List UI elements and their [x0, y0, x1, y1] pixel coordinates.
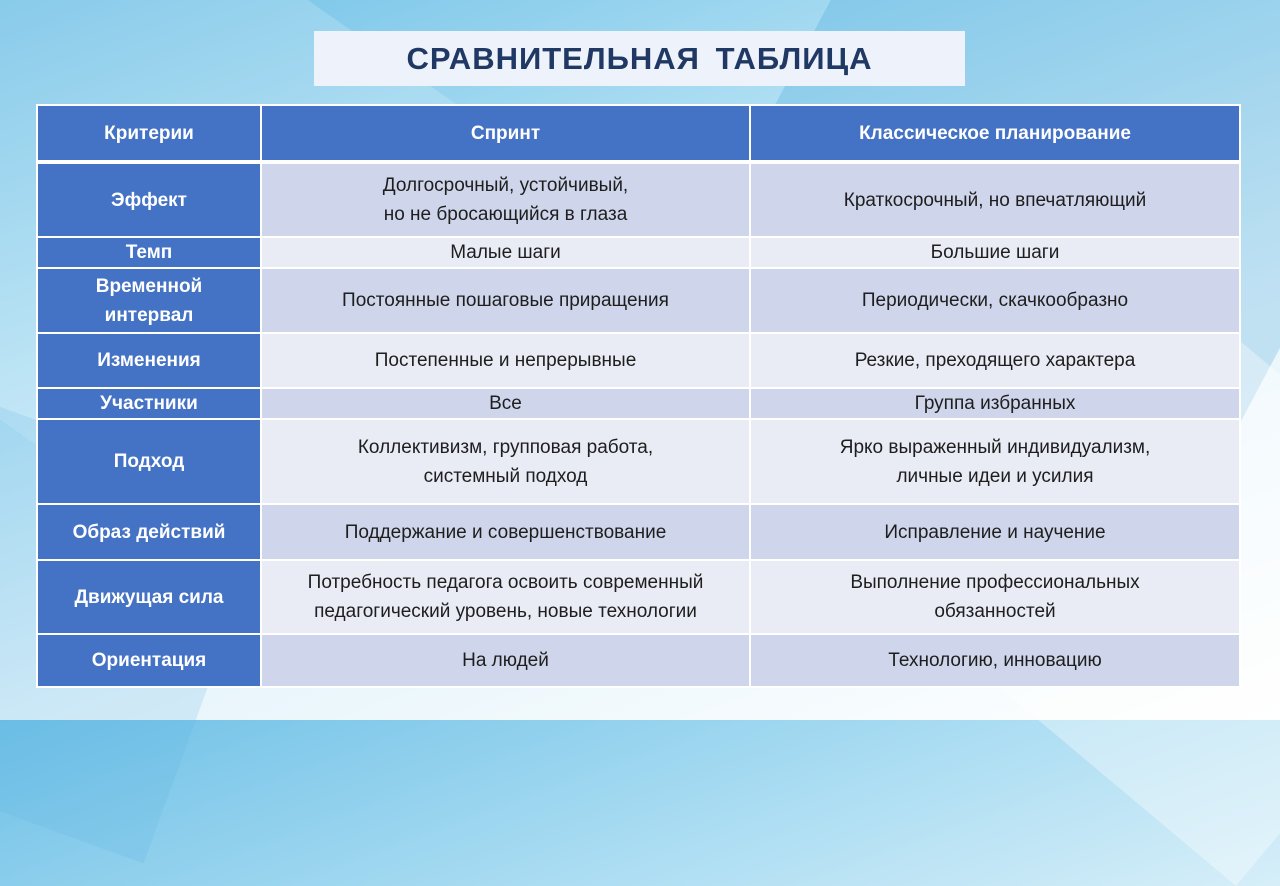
- column-header-criteria: Критерии: [37, 105, 261, 162]
- sprint-value: Все: [489, 393, 522, 414]
- criterion-cell: [37, 333, 261, 388]
- sprint-value: Постепенные и непрерывные: [374, 350, 637, 371]
- table-row: [37, 419, 1240, 504]
- classic-cell: [750, 560, 1240, 634]
- criterion-cell: [37, 419, 261, 504]
- sprint-cell: [261, 268, 750, 333]
- classic-value: Технологию, инновацию: [888, 650, 1102, 671]
- table-row: [37, 634, 1240, 687]
- criterion-cell: [37, 237, 261, 268]
- criterion-label: Подход: [113, 451, 185, 472]
- sprint-cell: [261, 504, 750, 560]
- criterion-label: Образ действий: [72, 521, 226, 543]
- criterion-label: Участники: [100, 393, 198, 414]
- classic-cell: [750, 237, 1240, 268]
- criterion-label: Движущая сила: [74, 586, 224, 608]
- criterion-cell: [37, 560, 261, 634]
- sprint-value: На людей: [462, 650, 549, 671]
- classic-cell: [750, 268, 1240, 333]
- classic-value: Ярко выраженный индивидуализм, личные идеи и усилия: [839, 436, 1151, 487]
- classic-value: Резкие, преходящего характера: [854, 350, 1136, 371]
- classic-value: Периодически, скачкообразно: [861, 290, 1129, 311]
- comparison-table: [36, 104, 1241, 688]
- classic-value: Группа избранных: [914, 393, 1076, 414]
- criterion-label: Изменения: [97, 350, 201, 371]
- classic-cell: [750, 634, 1240, 687]
- table-row: [37, 560, 1240, 634]
- classic-value: Выполнение профессиональных обязанностей: [850, 572, 1140, 622]
- classic-cell: [750, 388, 1240, 419]
- sprint-value: Потребность педагога освоить современный педагогический уровень, новые технологии: [307, 572, 704, 622]
- criterion-label: Временной интервал: [95, 275, 203, 326]
- table-row: [37, 268, 1240, 333]
- table-row: [37, 237, 1240, 268]
- criterion-cell: [37, 634, 261, 687]
- sprint-value: Долгосрочный, устойчивый, но не бросающийся в глаза: [382, 175, 629, 225]
- classic-value: Большие шаги: [930, 242, 1060, 263]
- criterion-cell: [37, 268, 261, 333]
- sprint-cell: [261, 162, 750, 237]
- sprint-cell: [261, 419, 750, 504]
- criterion-cell: [37, 504, 261, 560]
- classic-cell: [750, 504, 1240, 560]
- table-row: [37, 504, 1240, 560]
- sprint-cell: [261, 388, 750, 419]
- sprint-value: Малые шаги: [450, 242, 561, 263]
- classic-value: Краткосрочный, но впечатляющий: [843, 189, 1147, 211]
- criterion-label: Ориентация: [91, 650, 207, 671]
- sprint-value: Постоянные пошаговые приращения: [342, 290, 669, 311]
- criterion-cell: [37, 388, 261, 419]
- sprint-cell: [261, 237, 750, 268]
- table-row: [37, 388, 1240, 419]
- sprint-cell: [261, 560, 750, 634]
- column-header-sprint: Спринт: [261, 105, 750, 162]
- title-banner: [314, 31, 965, 86]
- classic-cell: [750, 162, 1240, 237]
- sprint-value: Поддержание и совершенствование: [344, 521, 667, 543]
- criterion-label: Эффект: [111, 189, 187, 211]
- classic-value: Исправление и научение: [884, 521, 1106, 543]
- classic-cell: [750, 333, 1240, 388]
- sprint-value: Коллективизм, групповая работа, системный подход: [357, 436, 654, 487]
- criterion-cell: [37, 162, 261, 237]
- classic-cell: [750, 419, 1240, 504]
- sprint-cell: [261, 333, 750, 388]
- table-row: [37, 333, 1240, 388]
- table-row: [37, 162, 1240, 237]
- slide-title: СРАВНИТЕЛЬНАЯ ТАБЛИЦА: [406, 40, 873, 76]
- table-header-row: [37, 105, 1240, 162]
- sprint-cell: [261, 634, 750, 687]
- column-header-classic: Классическое планирование: [750, 105, 1240, 162]
- criterion-label: Темп: [125, 242, 173, 263]
